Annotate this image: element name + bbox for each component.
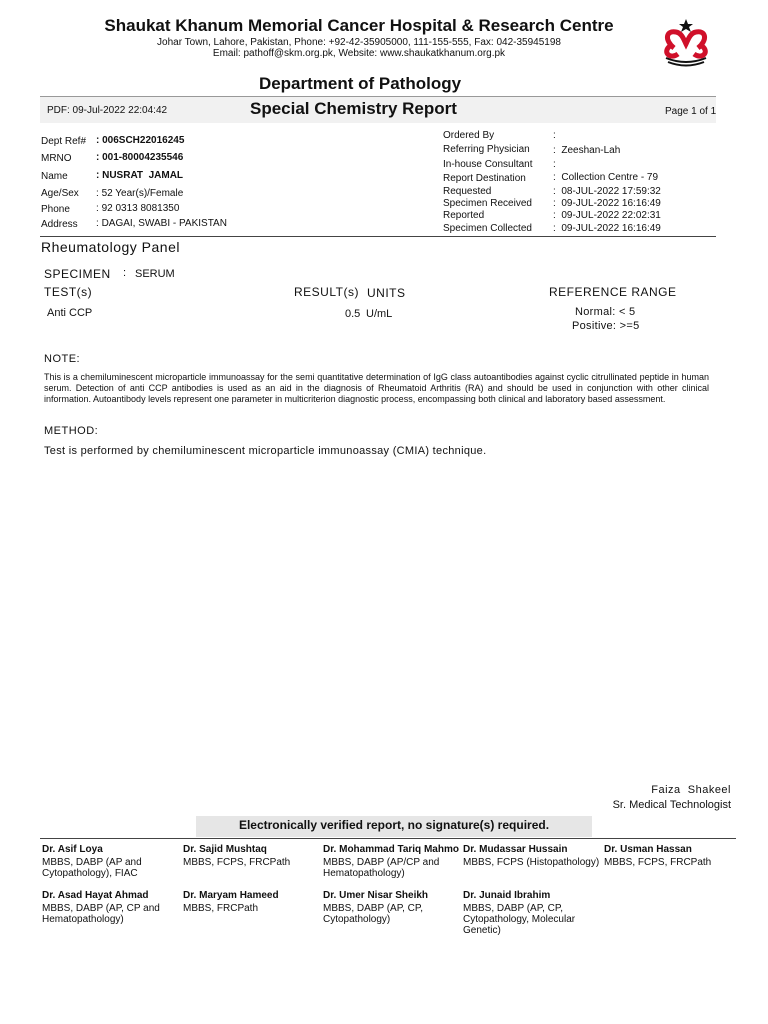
collected-label: Specimen Collected [443,223,532,234]
result-value: 0.5 [345,308,361,320]
doctor-qualifications: MBBS, DABP (AP, CP, Cytopathology) [323,903,424,925]
doctor-name: Dr. Umer Nisar Sheikh [323,890,429,901]
mrno-label: MRNO [41,153,72,164]
signatory-title: Sr. Medical Technologist [612,799,731,811]
address-value: : DAGAI, SWABI - PAKISTAN [96,218,227,229]
ordered-by-label: Ordered By [443,130,495,141]
doctor-name: Dr. Mohammad Tariq Mahmo [323,844,459,855]
collected-value: : 09-JUL-2022 16:16:49 [553,223,661,234]
doctor-entry [463,844,603,868]
address-label: Address [41,219,78,230]
destination-value: : Collection Centre - 79 [553,172,659,183]
phone-value: : 92 0313 8081350 [96,203,180,214]
referring-value: : Zeeshan-Lah [553,145,621,156]
doctor-qualifications: MBBS, DABP (AP, CP, Cytopathology, Molecular Genetic) [463,903,576,936]
hospital-address [0,37,718,59]
method-heading: METHOD: [44,425,99,437]
inhouse-label: In-house Consultant [443,159,533,170]
destination-label: Report Destination [443,173,526,184]
hospital-logo-icon [656,18,720,68]
doctor-entry [323,844,463,879]
pdf-timestamp: PDF: 09-Jul-2022 22:04:42 [47,105,168,116]
doctor-entry [42,890,182,925]
doctor-qualifications: MBBS, FCPS, FRCPath [183,857,291,868]
department-title: Department of Pathology [258,74,462,93]
doctor-entry [323,890,463,925]
doctor-name: Dr. Asif Loya [42,844,103,855]
doctor-entry [42,844,182,879]
col-header-reference: REFERENCE RANGE [549,285,677,299]
name-label: Name [41,171,68,182]
address-line-2: Email: pathoff@skm.org.pk, Website: www.shaukatkhanum.org.pk [212,48,506,59]
patient-name: : NUSRAT JAMAL [96,170,184,181]
referring-label: Referring Physician [443,144,530,155]
specimen-label: SPECIMEN [44,267,111,281]
dept-ref-label: Dept Ref# [41,136,87,147]
reported-value: : 09-JUL-2022 22:02:31 [553,210,661,221]
divider [40,236,716,237]
age-sex-value: : 52 Year(s)/Female [96,188,184,199]
mrno-value: : 001-80004235546 [96,152,184,163]
doctor-qualifications: MBBS, FRCPath [183,903,259,914]
doctor-entry [604,844,744,868]
requested-value: : 08-JUL-2022 17:59:32 [553,186,661,197]
reference-normal: Normal: < 5 [575,306,636,318]
received-label: Specimen Received [443,198,532,209]
dept-ref-value: : 006SCH22016245 [96,135,185,146]
received-value: : 09-JUL-2022 16:16:49 [553,198,661,209]
doctor-qualifications: MBBS, DABP (AP/CP and Hematopathology) [323,857,440,879]
doctor-name: Dr. Junaid Ibrahim [463,890,551,901]
hospital-name: Shaukat Khanum Memorial Cancer Hospital & Research Centre [104,16,614,35]
report-title: Special Chemistry Report [250,99,457,118]
panel-title: Rheumatology Panel [41,239,180,255]
result-test-name: Anti CCP [47,307,93,319]
note-text: This is a chemiluminescent microparticle immunoassay for the semi quantitative determination of IgG class autoantibodies against cyclic citrullinated peptide in human serum. Detection of anti CCP antibodies is used as an aid in the diagnosis of Rheumatoid Arthritis (RA) and should be used in conjunction with other clinical information. Autoantibody levels represent one parameter in multicriterion diagnostic process, encompassing both clinical and laboratory based assessment. [44,372,709,404]
inhouse-value: : [553,159,556,170]
page-number: Page 1 of 1 [665,106,717,117]
doctor-entry [183,890,323,914]
doctor-qualifications: MBBS, FCPS (Histopathology) [463,857,600,868]
footer-divider [40,838,736,839]
reference-positive: Positive: >=5 [572,320,640,332]
doctor-qualifications: MBBS, DABP (AP, CP and Hematopathology) [42,903,160,925]
result-units: U/mL [366,308,393,320]
col-header-result: RESULT(s) [294,285,359,299]
requested-label: Requested [443,186,492,197]
verification-banner: Electronically verified report, no signature(s) required. [196,816,592,837]
col-header-test: TEST(s) [44,285,93,299]
doctor-name: Dr. Maryam Hameed [183,890,279,901]
doctor-name: Dr. Usman Hassan [604,844,692,855]
address-line-1: Johar Town, Lahore, Pakistan, Phone: +92-42-35905000, 111-155-555, Fax: 042-35945198 [157,37,561,48]
note-heading: NOTE: [44,353,81,365]
signatory-name: Faiza Shakeel [651,784,731,796]
doctor-name: Dr. Sajid Mushtaq [183,844,267,855]
col-header-units: UNITS [367,286,406,300]
doctor-qualifications: MBBS, FCPS, FRCPath [604,857,712,868]
doctor-name: Dr. Mudassar Hussain [463,844,568,855]
reported-label: Reported [443,210,485,221]
method-text: Test is performed by chemiluminescent microparticle immunoassay (CMIA) technique. [44,445,487,457]
ordered-by-value: : [553,130,556,141]
doctor-qualifications: MBBS, DABP (AP and Cytopathology), FIAC [42,857,142,879]
specimen-colon: : [123,267,127,279]
age-sex-label: Age/Sex [41,188,79,199]
doctor-entry [463,890,603,936]
doctor-name: Dr. Asad Hayat Ahmad [42,890,149,901]
doctor-entry [183,844,323,868]
phone-label: Phone [41,204,70,215]
specimen-value: SERUM [135,268,175,280]
